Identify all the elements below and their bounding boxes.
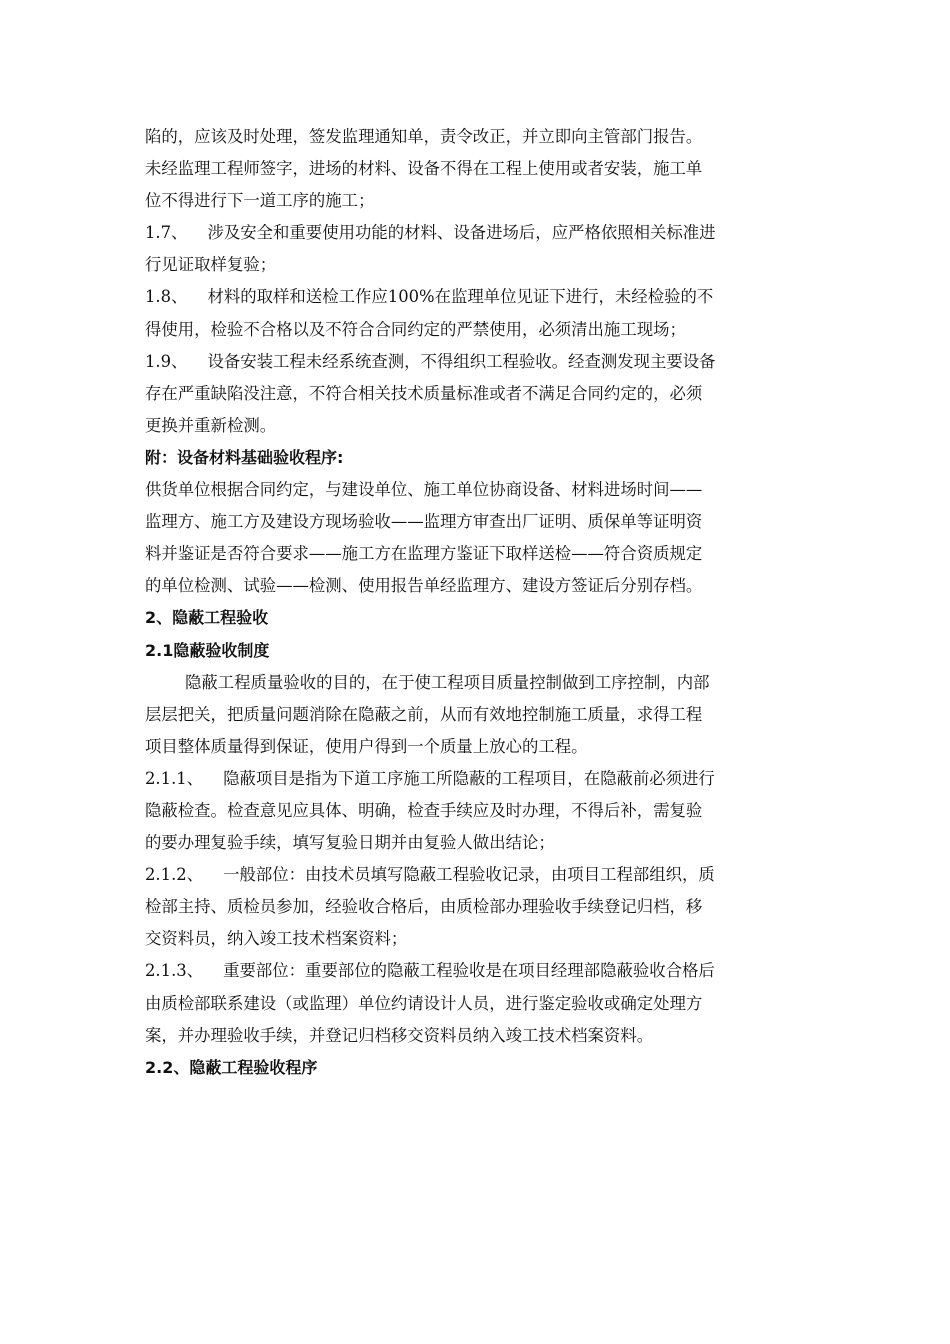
text-line: 陷的，应该及时处理，签发监理通知单，责令改正，并立即向主管部门报告。 (145, 127, 703, 146)
text-line: 检部主持、质检员参加，经验收合格后，由质检部办理验收手续登记归档，移 (145, 897, 703, 917)
clause-text: 一般部位：由技术员填写隐蔽工程验收记录，由项目工程部组织，质 (223, 865, 715, 885)
text-line: 案，并办理验收手续，并登记归档移交资料员纳入竣工技术档案资料。 (145, 1025, 654, 1045)
clause-1-9 (145, 346, 810, 378)
clause-text: 涉及安全和重要使用功能的材料、设备进场后，应严格依照相关标准进 (207, 223, 716, 243)
clause-text: 材料的取样和送检工作应100%在监理单位见证下进行，未经检验的不 (207, 287, 714, 307)
document-body (145, 121, 810, 1084)
clause-1-8 (145, 281, 810, 313)
paragraph-first-line: 隐蔽工程质量验收的目的，在于使工程项目质量控制做到工序控制，内部 (185, 672, 710, 692)
text-line: 项目整体质量得到保证，使用户得到一个质量上放心的工程。 (145, 736, 588, 756)
clause-number: 1.7、 (145, 223, 188, 243)
clause-number: 2.1.3、 (145, 961, 204, 981)
subsection-heading: 2.1隐蔽验收制度 (145, 640, 270, 660)
subsection-heading: 2.2、隐蔽工程验收程序 (145, 1057, 318, 1077)
text-line: 交资料员，纳入竣工技术档案资料； (145, 929, 408, 949)
text-line: 未经监理工程师签字，进场的材料、设备不得在工程上使用或者安装，施工单 (145, 159, 703, 179)
section-heading: 2、隐蔽工程验收 (145, 608, 269, 628)
text-line: 由质检部联系建设（或监理）单位约请设计人员，进行鉴定验收或确定处理方 (145, 993, 703, 1013)
text-line: 位不得进行下一道工序的施工； (145, 191, 375, 211)
clause-text: 重要部位：重要部位的隐蔽工程验收是在项目经理部隐蔽验收合格后 (223, 961, 715, 981)
clause-text: 设备安装工程未经系统查测，不得组织工程验收。经查测发现主要设备 (207, 351, 716, 371)
appendix-heading: 附：设备材料基础验收程序: (145, 447, 344, 467)
text-line: 存在严重缺陷没注意，不符合相关技术质量标准或者不满足合同约定的，必须 (145, 383, 703, 403)
clause-number: 1.9、 (145, 351, 188, 371)
text-line: 层层把关，把质量问题消除在隐蔽之前，从而有效地控制施工质量，求得工程 (145, 704, 703, 724)
clause-number: 2.1.2、 (145, 865, 204, 885)
clause-2-1-1 (145, 763, 810, 795)
clause-number: 1.8、 (145, 287, 188, 307)
text-line: 的要办理复验手续，填写复验日期并由复验人做出结论； (145, 833, 555, 853)
text-line: 隐蔽检查。检查意见应具体、明确，检查手续应及时办理，不得后补，需复验 (145, 800, 703, 820)
clause-text: 隐蔽项目是指为下道工序施工所隐蔽的工程项目，在隐蔽前必须进行 (223, 768, 715, 788)
text-line: 得使用，检验不合格以及不符合合同约定的严禁使用，必须清出施工现场； (145, 319, 686, 339)
clause-2-1-3 (145, 955, 810, 987)
text-line: 行见证取样复验； (145, 255, 277, 275)
clause-2-1-2 (145, 859, 810, 891)
text-line: 监理方、施工方及建设方现场验收——监理方审查出厂证明、质保单等证明资 (145, 512, 703, 532)
clause-1-7 (145, 217, 810, 249)
text-line: 料并鉴证是否符合要求——施工方在监理方鉴证下取样送检——符合资质规定 (145, 544, 703, 564)
text-line: 更换并重新检测。 (145, 415, 277, 435)
text-line: 的单位检测、试验——检测、使用报告单经监理方、建设方签证后分别存档。 (145, 576, 703, 596)
clause-number: 2.1.1、 (145, 768, 204, 788)
text-line: 供货单位根据合同约定，与建设单位、施工单位协商设备、材料进场时间—— (145, 480, 703, 500)
